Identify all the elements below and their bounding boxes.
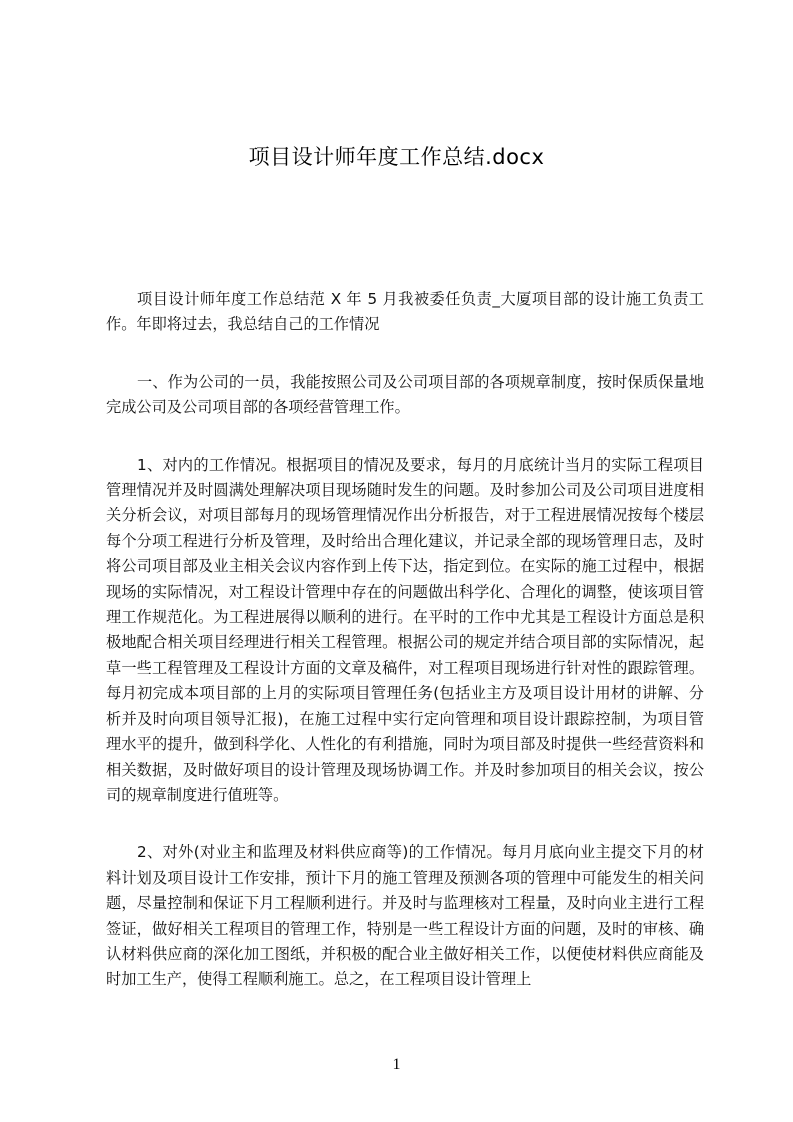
document-title: 项目设计师年度工作总结.docx bbox=[248, 145, 545, 169]
internal-work-paragraph: 1、对内的工作情况。根据项目的情况及要求，每月的月底统计当月的实际工程项目管理情况并及时圆满处理解决项目现场随时发生的问题。及时参加公司及公司项目进度相关分析会议，对项目部每月的现场管理情况作出分析报告，对于工程进展情况按每个楼层每个分项工程进行分析及管理，及时给出合理化建议，并记录全部的现场管理日志，及时将公司项目部及业主相关会议内容作到上传下达，指定到位。在实际的施工过程中，根据现场的实际情况，对工程设计管理中存在的问题做出科学化、合理化的调整，使该项目管理工作规范化。为工程进展得以顺利的进行。在平时的工作中尤其是工程设计方面总是积极地配合相关项目经理进行相关工程管理。根据公司的规定并结合项目部的实际情况，起草一些工程管理及工程设计方面的文章及稿件，对工程项目现场进行针对性的跟踪管理。每月初完成本项目部的上月的实际项目管理任务(包括业主方及项目设计用材的讲解、分析并及时向项目领导汇报)，在施工过程中实行定向管理和项目设计跟踪控制，为项目管理水平的提升，做到科学化、人性化的有利措施，同时为项目部及时提供一些经营资料和相关数据，及时做好项目的设计管理及现场协调工作。并及时参加项目的相关会议，按公司的规章制度进行值班等。 bbox=[106, 455, 704, 804]
external-work-paragraph: 2、对外(对业主和监理及材料供应商等)的工作情况。每月月底向业主提交下月的材料计划及项目设计工作安排，预计下月的施工管理及预测各项的管理中可能发生的相关问题，尽量控制和保证下月工程顺利进行。并及时与监理核对工程量，及时向业主进行工程签证，做好相关工程项目的管理工作，特别是一些工程设计方面的问题，及时的审核、确认材料供应商的深化加工图纸，并积极的配合业主做好相关工作，以便使材料供应商能及时加工生产，使得工程顺利施工。总之，在工程项目设计管理上 bbox=[106, 843, 704, 989]
intro-paragraph: 项目设计师年度工作总结范 X 年 5 月我被委任负责_大厦项目部的设计施工负责工作。年即将过去，我总结自己的工作情况 bbox=[106, 290, 704, 334]
page-number: 1 bbox=[392, 1056, 401, 1073]
section-one-paragraph: 一、作为公司的一员，我能按照公司及公司项目部的各项规章制度，按时保质保量地完成公司及公司项目部的各项经营管理工作。 bbox=[106, 372, 704, 417]
document-body bbox=[106, 287, 704, 1025]
